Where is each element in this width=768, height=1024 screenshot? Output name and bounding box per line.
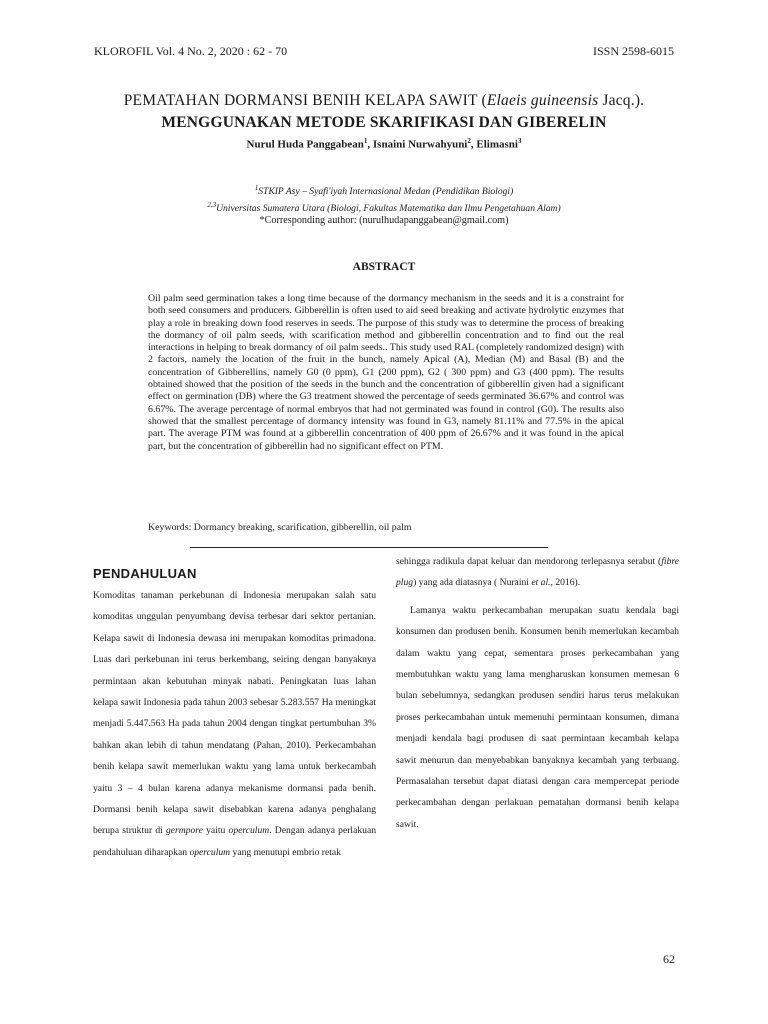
text-run: , 2016). (550, 577, 581, 589)
italic-term: operculum (228, 825, 270, 837)
corresponding-email: *Corresponding author: (nurulhudapanggabean@gmail.com) (259, 215, 509, 227)
affiliation-1-text: STKIP Asy – Syafi'iyah Internasional Medan (Pendidikan Biologi) (258, 186, 514, 198)
section-heading: PENDAHULUAN (93, 566, 197, 581)
intro-paragraph-1 (93, 585, 376, 863)
text-run: yaitu (202, 825, 229, 837)
affiliation-2 (60, 199, 708, 216)
text-run: yang menutupi embrio retak (230, 846, 341, 858)
text-run: ) yang ada diatasnya ( Nuraini (413, 577, 532, 589)
keywords: Keywords: Dormancy breaking, scarification, gibberellin, oil palm (148, 522, 412, 533)
text-run: sehingga radikula dapat keluar dan mendorong terlepasnya serabut ( (396, 556, 662, 567)
left-column (93, 551, 376, 863)
running-header (94, 44, 674, 59)
text-run: Komoditas tanaman perkebunan di Indonesia merupakan salah satu komoditas unggulan penyumbang devisa terbesar dari sektor pertanian. Kelapa sawit di Indonesia dewasa ini merupakan komoditas primadona. Luas dari perkebunan ini terus berkembang, seiring dengan banyaknya permintaan akan kebutuhan minyak nabati. Peningkatan luas lahan kelapa sawit Indonesia pada tahun 2003 sebesar 5.283.557 Ha meningkat menjadi 5.447.563 Ha pada tahun 2004 dengan tingkat pertumbuhan 3% bahkan akan lebih di tahun mendatang (Pahan, 2010). Perkecambahan benih kelapa sawit memerlukan waktu yang lama untuk berkecambah yaitu 3 – 4 bulan karena adanya mekanisme dormansi pada benih. Dormansi benih kelapa sawit disebabkan karena adanya penghalang berupa struktur di (93, 590, 376, 837)
affiliations (60, 182, 708, 228)
affiliation-2-sup: 2,3 (207, 200, 217, 209)
page-number: 62 (663, 952, 675, 966)
text-run: . Dengan adanya perlakuan pendahuluan diharapkan (93, 825, 376, 858)
author-3: , Elimasni (470, 138, 518, 151)
author-1-sup: 1 (363, 137, 368, 145)
abstract-heading: ABSTRACT (352, 261, 416, 273)
italic-term: fibre plug (396, 556, 679, 589)
species-name: Elaeis guineensis (486, 92, 599, 109)
abstract-body: Oil palm seed germination takes a long time because of the dormancy mechanism in the seeds and it is a constraint for both seed consumers and producers. Gibberellin is often used to aid seed breaking and activate hydrolytic enzymes that play a role in breaking down food reserves in seeds. The purpose of this study was to determine the process of breaking the dormancy of oil palm seeds, with scarification method and gibberellin concentration and to find out the real interactions in helping to break dormancy of oil palm seeds.. This study used RAL (completely randomized design) with 2 factors, namely the location of the fruit in the bunch, namely Apical (A), Median (M) and Basal (B) and the concentration of Gibberellins, namely G0 (0 ppm), G1 (200 ppm), G2 ( 300 ppm) and G3 (400 ppm). The results obtained showed that the position of the seeds in the bunch and the concentration of gibberellin given had a significant effect on germination (DB) where the G3 treatment showed the percentage of seeds germinated 36.67% and control was 6.67%. The average percentage of normal embryos that had not germinated was found in control (G0). The results also showed that the smallest percentage of dormancy intensity was found in G3, namely 81.11% and 77.5% in the apical part. The average PTM was found at a gibberellin concentration of 400 ppm of 26.67% and it was found in the apical part, but the concentration of gibberellin had no significant effect on PTM. (148, 293, 624, 452)
affiliation-1-sup: 1 (254, 184, 259, 192)
journal-citation: KLOROFIL Vol. 4 No. 2, 2020 : 62 - 70 (94, 44, 288, 58)
issn: ISSN 2598-6015 (592, 44, 674, 58)
italic-term: et al. (531, 577, 551, 589)
author-list (60, 137, 708, 151)
affiliation-1 (60, 182, 708, 199)
title-text-end: Jacq.). (598, 92, 645, 109)
affiliation-2-text: Universitas Sumatera Utara (Biologi, Fakultas Matematika dan Ilmu Pengetahuan Alam) (216, 202, 561, 214)
title-line-2: MENGGUNAKAN METODE SKARIFIKASI DAN GIBERELIN (161, 114, 607, 131)
paper-title (60, 90, 708, 134)
divider-rule (190, 547, 548, 548)
italic-term: operculum (189, 846, 231, 858)
italic-term: germpore (165, 825, 203, 837)
title-line-1 (60, 90, 708, 112)
author-1: Nurul Huda Panggabean (246, 138, 364, 151)
title-text: PEMATAHAN DORMANSI BENIH KELAPA SAWIT ( (123, 92, 487, 109)
author-2: , Isnaini Nurwahyuni (367, 138, 468, 151)
author-2-sup: 2 (467, 137, 471, 145)
right-column (396, 551, 679, 835)
intro-paragraph-1-cont (396, 551, 679, 594)
intro-paragraph-2: Lamanya waktu perkecambahan merupakan suatu kendala bagi konsumen dan produsen benih. Konsumen benih memerlukan kecambah dalam waktu yang cepat, sementara proses perkecambahan yang membutuhkan waktu yang lama mengharuskan konsumen memesan 6 bulan sebelumnya, sedangkan produsen sendiri harus terus melakukan proses perkecambahan untuk memenuhi permintaan konsumen, dimana menjadi kendala bagi produsen di saat permintaan kecambah kelapa sawit menurun dan menyebabkan banyaknya kecambah yang terbuang. Permasalahan tersebut dapat diatasi dengan cara mempercepat periode perkecambahan dengan perlakuan pematahan dormansi benih kelapa sawit. (396, 604, 679, 830)
author-3-sup: 3 (517, 137, 522, 145)
